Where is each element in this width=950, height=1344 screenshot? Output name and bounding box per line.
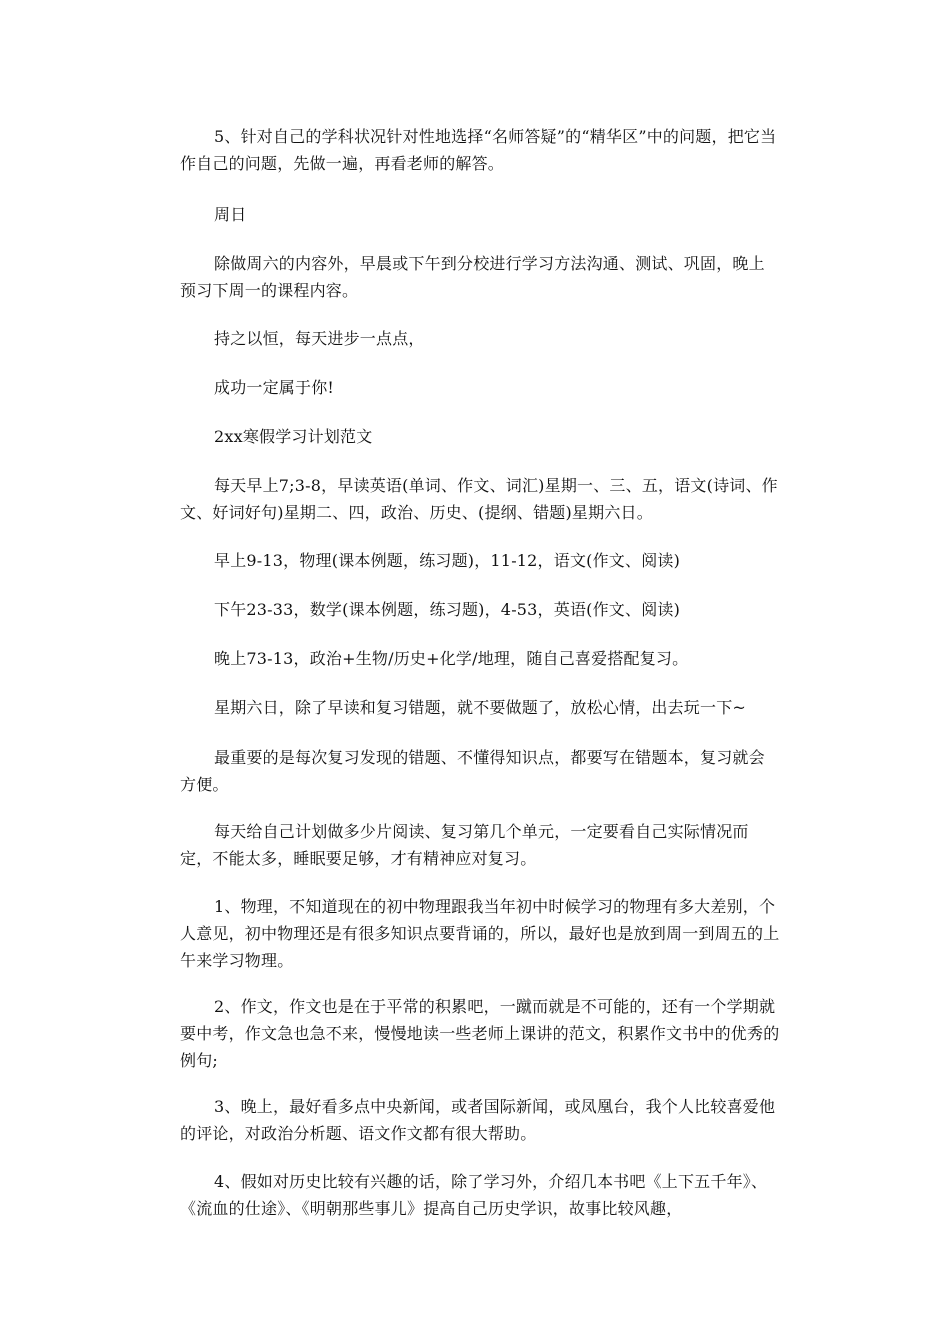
paragraph-afternoon-schedule: 下午23-33，数学(课本例题，练习题)，4-53，英语(作文、阅读)	[214, 600, 681, 619]
paragraph-evening-schedule: 晚上73-13，政治+生物/历史+化学/地理，随自己喜爱搭配复习。	[214, 649, 689, 668]
paragraph-success: 成功一定属于你!	[214, 378, 335, 397]
paragraph-review-method: 5、针对自己的学科状况针对性地选择“名师答疑”的“精华区”中的问题，把它当作自己的问题，先做一遍，再看老师的解答。	[180, 127, 777, 173]
paragraph-morning-schedule: 早上9-13，物理(课本例题，练习题)，11-12，语文(作文、阅读)	[214, 551, 681, 570]
paragraph-perseverance: 持之以恒，每天进步一点点，	[214, 329, 425, 348]
paragraph-history-books: 4、假如对历史比较有兴趣的话，除了学习外，介绍几本书吧《上下五千年》、《流血的仕途》、《明朝那些事儿》提高自己历史学识，故事比较风趣，	[180, 1172, 768, 1218]
paragraph-heading-sunday: 周日	[214, 205, 247, 224]
paragraph-physics: 1、物理，不知道现在的初中物理跟我当年初中时候学习的物理有多大差别，个人意见，初中物理还是有很多知识点要背诵的，所以，最好也是放到周一到周五的上午来学习物理。	[180, 897, 780, 970]
paragraph-evening-news: 3、晚上，最好看多点中央新闻，或者国际新闻，或凤凰台，我个人比较喜爱他的评论，对政治分析题、语文作文都有很大帮助。	[180, 1097, 776, 1143]
paragraph-daily-plan: 每天给自己计划做多少片阅读、复习第几个单元，一定要看自己实际情况而定，不能太多，睡眠要足够，才有精神应对复习。	[180, 822, 749, 868]
paragraph-title-winter-plan: 2xx寒假学习计划范文	[214, 427, 373, 446]
paragraph-error-notebook: 最重要的是每次复习发现的错题、不懂得知识点，都要写在错题本，复习就会方便。	[180, 748, 765, 794]
paragraph-composition: 2、作文，作文也是在于平常的积累吧，一蹴而就是不可能的，还有一个学期就要中考，作文急也急不来，慢慢地读一些老师上课讲的范文，积累作文书中的优秀的例句;	[180, 997, 780, 1070]
paragraph-sunday-plan: 除做周六的内容外，早晨或下午到分校进行学习方法沟通、测试、巩固，晚上预习下周一的课程内容。	[180, 254, 765, 300]
paragraph-weekend: 星期六日，除了早读和复习错题，就不要做题了，放松心情，出去玩一下~	[214, 698, 747, 717]
paragraph-morning-reading: 每天早上7;3-8，早读英语(单词、作文、词汇)星期一、三、五，语文(诗词、作文、好词好句)星期二、四，政治、历史、(提纲、错题)星期六日。	[180, 476, 778, 522]
